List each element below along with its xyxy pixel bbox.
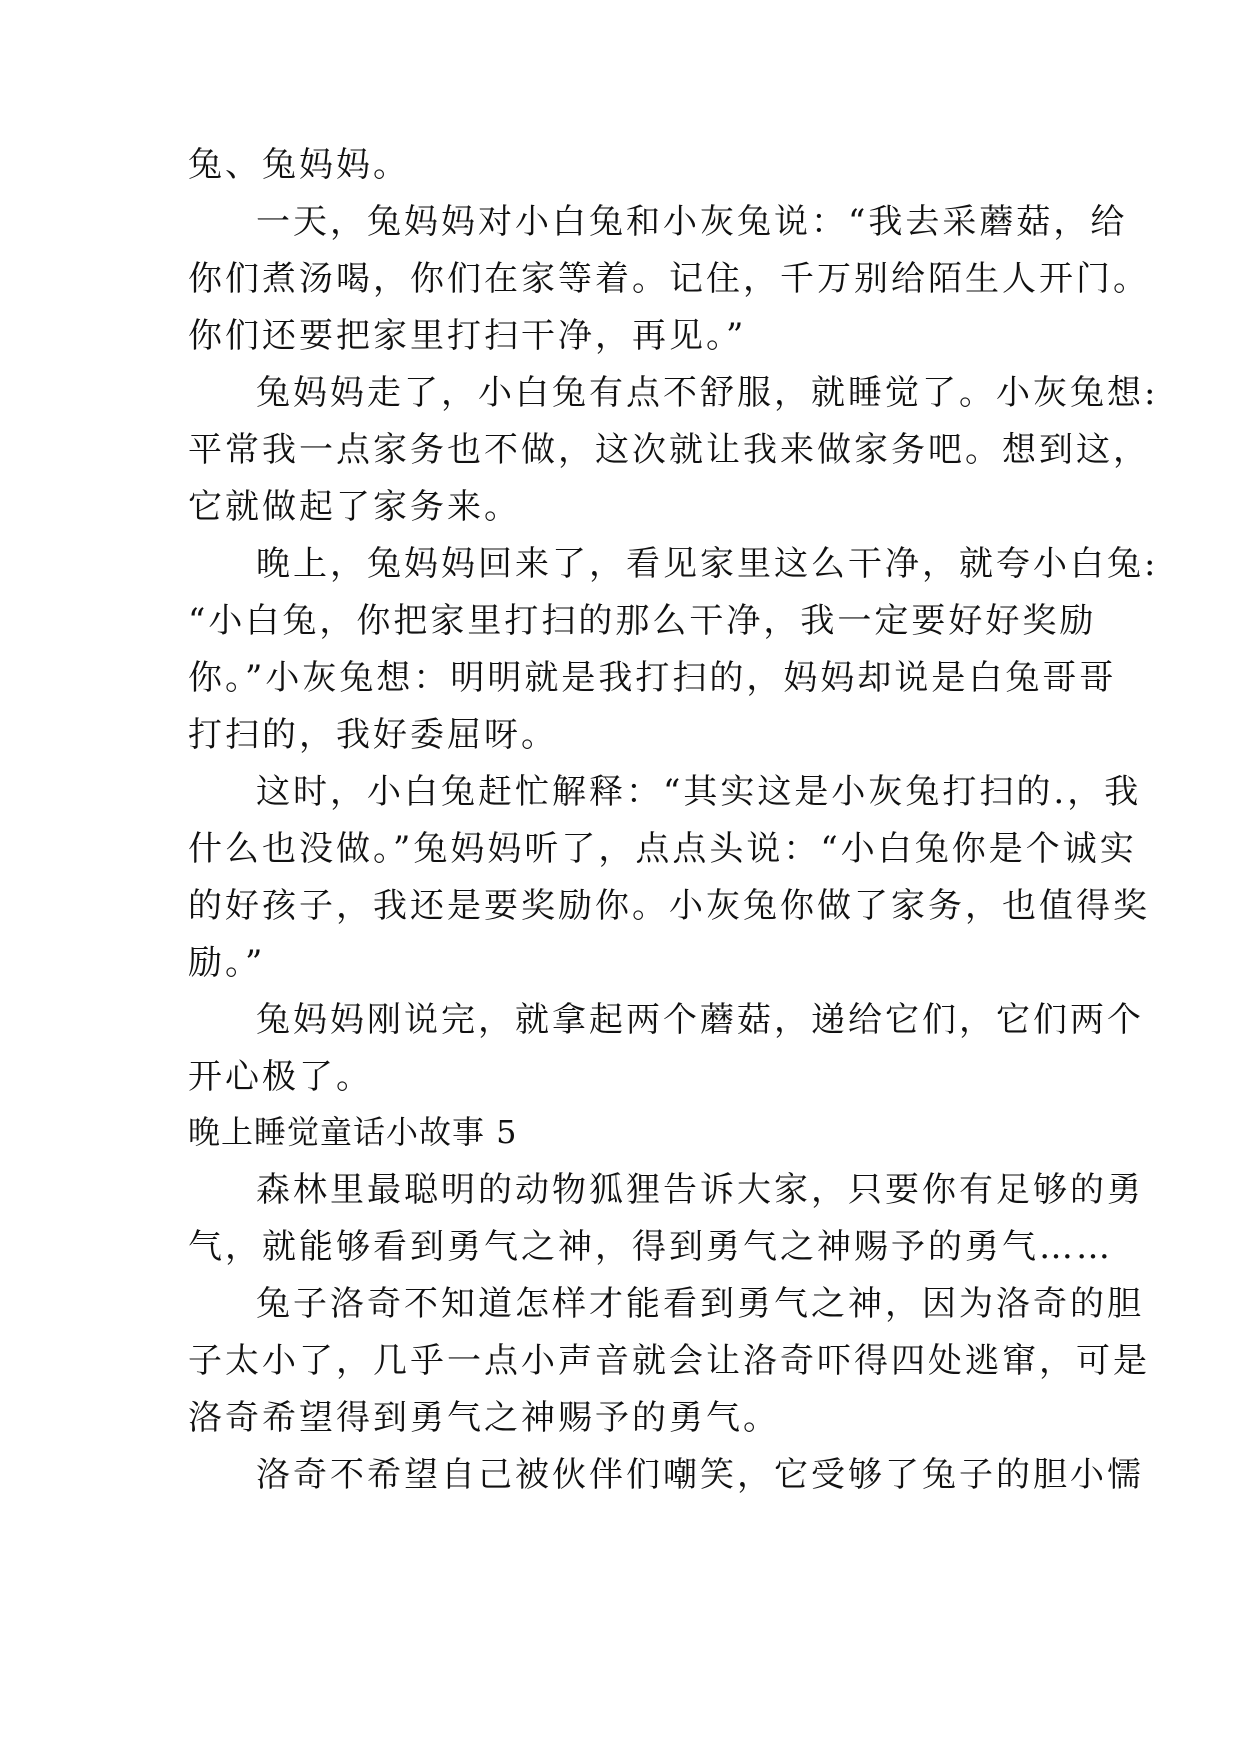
- paragraph-line: 这时，小白兔赶忙解释：“其实这是小灰兔打扫的.，我: [256, 772, 1142, 812]
- paragraph-line: 森林里最聪明的动物狐狸告诉大家，只要你有足够的勇: [256, 1170, 1144, 1210]
- paragraph-line: 你们还要把家里打扫干净，再见。”: [188, 316, 747, 356]
- paragraph-line: 一天，兔妈妈对小白兔和小灰兔说：“我去采蘑菇，给: [256, 202, 1128, 242]
- paragraph-line: 兔妈妈走了，小白兔有点不舒服，就睡觉了。小灰兔想:: [256, 373, 1159, 413]
- paragraph-line: 平常我一点家务也不做，这次就让我来做家务吧。想到这，: [188, 430, 1150, 470]
- paragraph-line: 洛奇希望得到勇气之神赐予的勇气。: [188, 1398, 780, 1438]
- paragraph-line: 打扫的，我好委屈呀。: [188, 715, 558, 755]
- paragraph-line: 什么也没做。”兔妈妈听了，点点头说：“小白兔你是个诚实: [188, 829, 1137, 869]
- paragraph-line: 你们煮汤喝，你们在家等着。记住，千万别给陌生人开门。: [188, 259, 1150, 299]
- paragraph-line: “小白兔，你把家里打扫的那么干净，我一定要好好奖励: [188, 601, 1097, 641]
- paragraph-line: 子太小了，几乎一点小声音就会让洛奇吓得四处逃窜，可是: [188, 1341, 1150, 1381]
- section-heading: 晚上睡觉童话小故事 5: [188, 1113, 518, 1151]
- paragraph-line: 它就做起了家务来。: [188, 487, 521, 527]
- paragraph-line: 兔子洛奇不知道怎样才能看到勇气之神，因为洛奇的胆: [256, 1284, 1144, 1324]
- paragraph-line: 兔妈妈刚说完，就拿起两个蘑菇，递给它们，它们两个: [256, 1000, 1144, 1040]
- paragraph-line: 洛奇不希望自己被伙伴们嘲笑，它受够了兔子的胆小懦: [256, 1455, 1144, 1495]
- paragraph-line: 的好孩子，我还是要奖励你。小灰兔你做了家务，也值得奖: [188, 886, 1150, 926]
- paragraph-line: 兔、兔妈妈。: [188, 145, 410, 185]
- paragraph-line: 气，就能够看到勇气之神，得到勇气之神赐予的勇气……: [188, 1227, 1113, 1267]
- paragraph-line: 你。”小灰兔想：明明就是我打扫的，妈妈却说是白兔哥哥: [188, 658, 1117, 698]
- paragraph-line: 晚上，兔妈妈回来了，看见家里这么干净，就夸小白兔:: [256, 544, 1159, 584]
- paragraph-line: 励。”: [188, 943, 266, 983]
- paragraph-line: 开心极了。: [188, 1057, 373, 1097]
